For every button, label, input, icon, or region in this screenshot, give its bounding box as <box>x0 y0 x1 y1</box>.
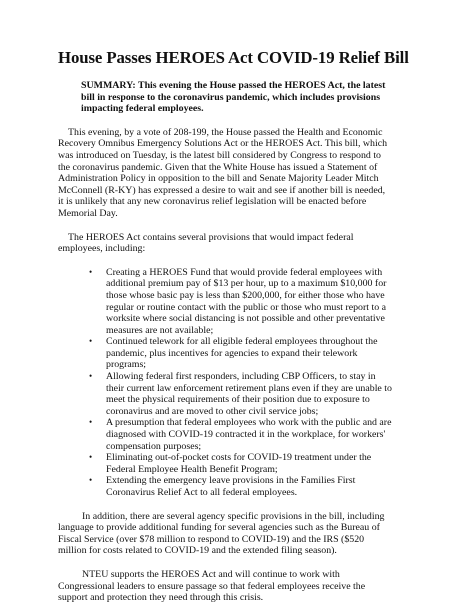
provision-item <box>89 475 392 498</box>
provision-text: Creating a HEROES Fund that would provide federal employees with additional premium pay of $13 per hour, up to a maximum $10,000 for those whose basic pay is less than $200,000, for either those who have regular or routine contact with the public or those who must report to a worksite where social distancing is not possible and other preventative measures are not available; <box>106 266 387 336</box>
provision-item <box>89 336 392 371</box>
provision-text: Extending the emergency leave provisions in the Families First Coronavirus Relief Act to all federal employees. <box>106 475 356 498</box>
bullet-icon: • <box>89 336 93 347</box>
body-paragraph-agency-provisions: In addition, there are several agency specific provisions in the bill, including language to provide additional funding for several agencies such as the Bureau of Fiscal Service (over $78 million to respond to COVID-19) and the IRS ($520 million for costs related to COVID-19 and the extended filing season). <box>58 510 385 557</box>
bullet-icon: • <box>89 266 93 277</box>
provision-text: A presumption that federal employees who work with the public and are diagnosed with COVID-19 contracted it in the workplace, for workers' compensation purposes; <box>106 417 392 452</box>
provision-item <box>89 371 392 417</box>
provision-text: Allowing federal first responders, including CBP Officers, to stay in their current law enforcement retirement plans even if they are unable to meet the physical requirements of their position due to exposure to coronavirus and are moved to other civil service jobs; <box>106 371 392 417</box>
body-paragraph-nteu-support: NTEU supports the HEROES Act and will continue to work with Congressional leaders to ensure passage so that federal employees receive the support and protection they need through this crisis. <box>58 568 366 604</box>
bullet-icon: • <box>89 475 93 486</box>
provision-item <box>89 417 392 452</box>
bullet-icon: • <box>89 452 93 463</box>
provisions-list <box>58 267 392 499</box>
bullet-icon: • <box>89 371 93 382</box>
summary-paragraph: SUMMARY: This evening the House passed the HEROES Act, the latest bill in response to the coronavirus pandemic, which includes provisions impacting federal employees. <box>81 80 386 115</box>
provision-item <box>89 452 392 475</box>
provision-text: Eliminating out-of-pocket costs for COVID-19 treatment under the Federal Employee Health Benefit Program; <box>106 452 372 475</box>
document-title: House Passes HEROES Act COVID-19 Relief Bill <box>58 48 409 67</box>
body-paragraph-vote: This evening, by a vote of 208-199, the House passed the Health and Economic Recovery Omnibus Emergency Solutions Act or the HEROES Act. This bill, which was introduced on Tuesday, is the latest bill considered by Congress to respond to the coronavirus pandemic. Given that the White House has issued a Statement of Administration Policy in opposition to the bill and Senate Majority Leader Mitch McConnell (R-KY) has expressed a desire to wait and see if another bill is needed, it is unlikely that any new coronavirus relief legislation will be enacted before Memorial Day. <box>58 126 388 219</box>
provision-text: Continued telework for all eligible federal employees throughout the pandemic, plus incentives for agencies to expand their telework programs; <box>106 336 378 371</box>
provision-item <box>89 266 392 337</box>
bullet-icon: • <box>89 417 93 428</box>
body-paragraph-provisions-intro: The HEROES Act contains several provisions that would impact federal employees, including: <box>58 231 354 255</box>
